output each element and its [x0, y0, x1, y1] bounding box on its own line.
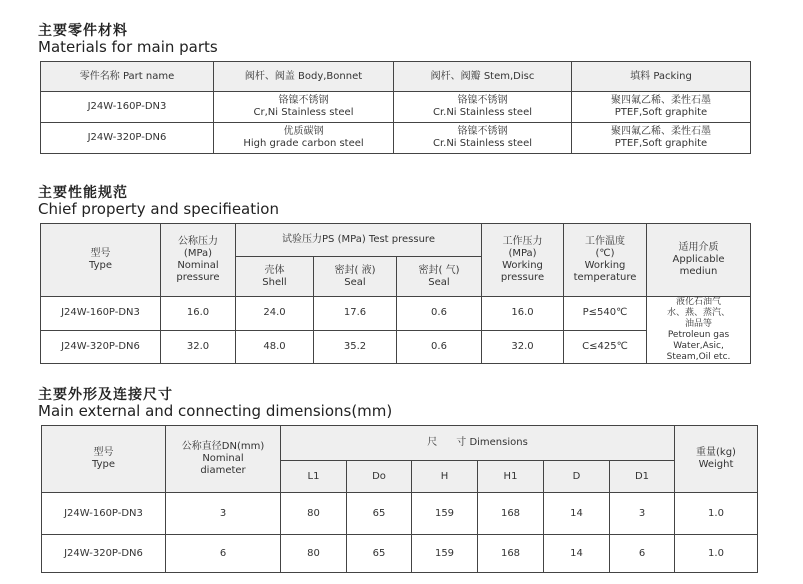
table-row — [41, 92, 751, 123]
header-h1: H1 — [478, 461, 544, 493]
d1-cell: 6 — [610, 535, 675, 573]
header-h: H — [412, 461, 478, 493]
l1-cell: 80 — [281, 535, 347, 573]
header-packing: 填料 Packing — [572, 62, 751, 92]
working-cell: 16.0 — [482, 297, 564, 331]
header-seal-liquid: 密封( 液) Seal — [314, 257, 397, 297]
body-material-cell: 铬镍不锈钢 Cr,Ni Stainless steel — [214, 92, 394, 123]
header-d1: D1 — [610, 461, 675, 493]
stem-material-cell: 铬镍不锈钢 Cr.Ni Stainless steel — [394, 123, 572, 154]
temperature-cell: C≤425℃ — [564, 330, 647, 364]
seal-gas-cell: 0.6 — [397, 330, 482, 364]
materials-title-en: Materials for main parts — [38, 38, 218, 56]
model-cell: J24W-160P-DN3 — [41, 297, 161, 331]
header-part-name: 零件名称 Part name — [41, 62, 214, 92]
header-working-temperature: 工作温度 (℃) Working temperature — [564, 224, 647, 297]
model-cell: J24W-160P-DN3 — [42, 493, 166, 535]
stem-material-cell: 铬镍不锈钢 Cr.Ni Stainless steel — [394, 92, 572, 123]
body-material-cell: 优质碳钢 High grade carbon steel — [214, 123, 394, 154]
table-row — [42, 493, 758, 535]
h1-cell: 168 — [478, 535, 544, 573]
h1-cell: 168 — [478, 493, 544, 535]
property-title-en: Chief property and specifieation — [38, 200, 279, 218]
property-title-cn: 主要性能规范 — [38, 185, 128, 201]
packing-material-cell: 聚四氟乙稀、柔性石墨 PTEF,Soft graphite — [572, 123, 751, 154]
header-shell: 壳体 Shell — [236, 257, 314, 297]
header-nominal-pressure: 公称压力 (MPa) Nominal pressure — [161, 224, 236, 297]
header-stem-disc: 阀杆、阀瓣 Stem,Disc — [394, 62, 572, 92]
property-table — [40, 223, 751, 364]
dn-cell: 3 — [166, 493, 281, 535]
model-cell: J24W-320P-DN6 — [42, 535, 166, 573]
shell-cell: 48.0 — [236, 330, 314, 364]
table-row — [41, 123, 751, 154]
d-cell: 14 — [544, 535, 610, 573]
weight-cell: 1.0 — [675, 493, 758, 535]
seal-gas-cell: 0.6 — [397, 297, 482, 331]
packing-material-cell: 聚四氟乙稀、柔性石墨 PTEF,Soft graphite — [572, 92, 751, 123]
temperature-cell: P≤540℃ — [564, 297, 647, 331]
nominal-cell: 32.0 — [161, 330, 236, 364]
model-cell: J24W-320P-DN6 — [41, 123, 214, 154]
seal-liquid-cell: 35.2 — [314, 330, 397, 364]
header-dimensions: 尺 寸 Dimensions — [281, 426, 675, 461]
header-type: 型号 Type — [42, 426, 166, 493]
nominal-cell: 16.0 — [161, 297, 236, 331]
model-cell: J24W-320P-DN6 — [41, 330, 161, 364]
header-test-pressure: 试验压力PS (MPa) Test pressure — [236, 224, 482, 257]
header-nominal-diameter: 公称直径DN(mm) Nominal diameter — [166, 426, 281, 493]
do-cell: 65 — [347, 493, 412, 535]
do-cell: 65 — [347, 535, 412, 573]
h-cell: 159 — [412, 535, 478, 573]
h-cell: 159 — [412, 493, 478, 535]
header-seal-gas: 密封( 气) Seal — [397, 257, 482, 297]
dimensions-title-en: Main external and connecting dimensions(mm) — [38, 402, 393, 420]
working-cell: 32.0 — [482, 330, 564, 364]
dimensions-title-cn: 主要外形及连接尺寸 — [38, 387, 173, 403]
weight-cell: 1.0 — [675, 535, 758, 573]
d1-cell: 3 — [610, 493, 675, 535]
table-row — [41, 330, 751, 364]
dn-cell: 6 — [166, 535, 281, 573]
materials-title-cn: 主要零件材料 — [38, 23, 128, 39]
shell-cell: 24.0 — [236, 297, 314, 331]
l1-cell: 80 — [281, 493, 347, 535]
d-cell: 14 — [544, 493, 610, 535]
header-do: Do — [347, 461, 412, 493]
header-weight: 重量(kg) Weight — [675, 426, 758, 493]
materials-table — [40, 61, 751, 154]
seal-liquid-cell: 17.6 — [314, 297, 397, 331]
table-row — [42, 535, 758, 573]
header-l1: L1 — [281, 461, 347, 493]
medium-cell: 液化石油气 水、燕、蒸汽、 油品等 Petroleun gas Water,Asic, Steam,Oil etc. — [647, 297, 751, 364]
materials-header-row — [41, 62, 751, 92]
header-applicable-medium: 适用介质 Applicable mediun — [647, 224, 751, 297]
header-working-pressure: 工作压力 (MPa) Working pressure — [482, 224, 564, 297]
header-d: D — [544, 461, 610, 493]
model-cell: J24W-160P-DN3 — [41, 92, 214, 123]
table-row — [41, 297, 751, 331]
header-body-bonnet: 阀杆、阀盖 Body,Bonnet — [214, 62, 394, 92]
dimensions-table — [41, 425, 758, 573]
header-type: 型号 Type — [41, 224, 161, 297]
